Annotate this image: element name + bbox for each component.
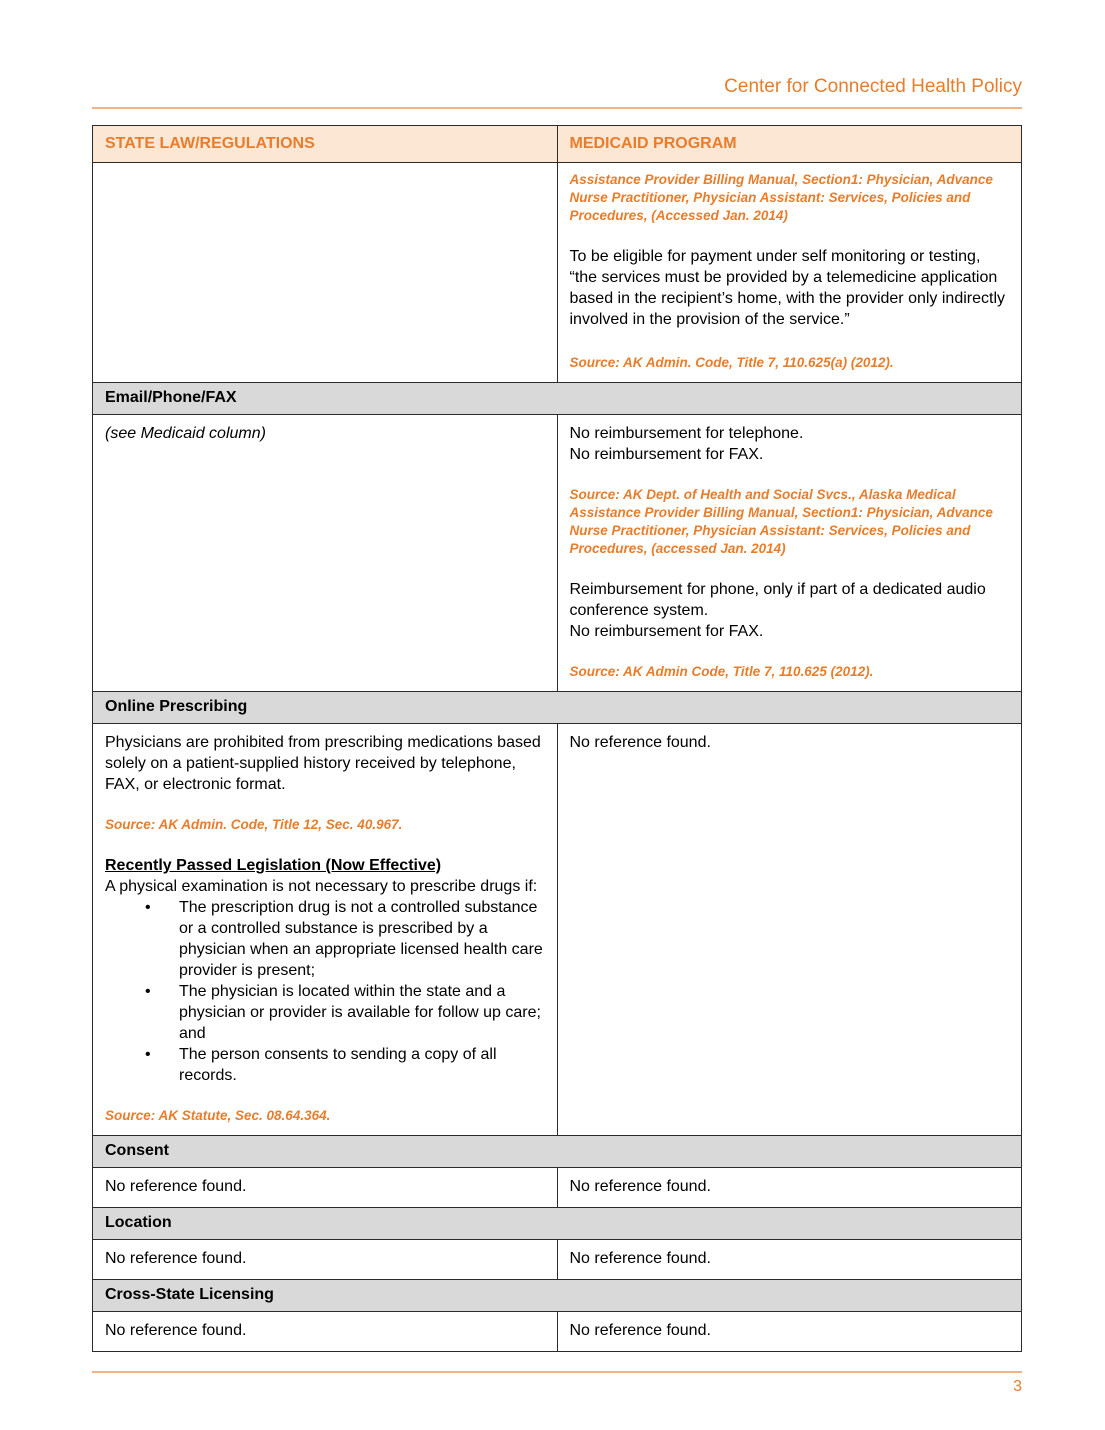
source-citation: Source: AK Statute, Sec. 08.64.364. xyxy=(105,1108,331,1123)
source-citation: Source: AK Admin. Code, Title 7, 110.625(a) (2012). xyxy=(569,355,894,370)
page-number: 3 xyxy=(1013,1378,1022,1395)
section-title: Email/Phone/FAX xyxy=(93,383,1022,415)
body-text: Physicians are prohibited from prescribing medications based solely on a patient-supplied history received by telephone, FAX, or electronic format. xyxy=(105,734,541,793)
consent-medicaid-cell: No reference found. xyxy=(557,1168,1022,1208)
cross-state-medicaid-cell: No reference found. xyxy=(557,1312,1022,1352)
section-header-email-phone-fax xyxy=(93,383,1022,415)
email-state-cell xyxy=(93,415,558,692)
list-item: • The prescription drug is not a controlled substance or a controlled substance is prescribed by a physician when an appropriate licensed health care provider is present; xyxy=(145,897,545,981)
consent-state-cell: No reference found. xyxy=(93,1168,558,1208)
section-header-online-prescribing xyxy=(93,692,1022,724)
page-title: Center for Connected Health Policy xyxy=(724,76,1022,97)
email-medicaid-cell xyxy=(557,415,1022,692)
legislation-heading: Recently Passed Legislation (Now Effective) xyxy=(105,857,442,874)
section-title: Cross-State Licensing xyxy=(93,1280,1022,1312)
column-header-row xyxy=(93,126,1022,163)
cross-state-licensing-row xyxy=(93,1312,1022,1352)
section-header-location xyxy=(93,1208,1022,1240)
list-item: • The person consents to sending a copy of all records. xyxy=(145,1044,545,1086)
see-medicaid-note: (see Medicaid column) xyxy=(105,425,266,442)
body-text: Reimbursement for phone, only if part of a dedicated audio conference system. xyxy=(569,581,986,619)
email-phone-fax-row xyxy=(93,415,1022,692)
online-prescribing-medicaid-cell xyxy=(557,724,1022,1136)
online-prescribing-row xyxy=(93,724,1022,1136)
body-text: No reference found. xyxy=(569,734,711,751)
column-header-state-law: STATE LAW/REGULATIONS xyxy=(93,126,558,163)
location-medicaid-cell: No reference found. xyxy=(557,1240,1022,1280)
body-text: No reimbursement for telephone. xyxy=(569,425,804,442)
conditions-list xyxy=(105,897,545,1086)
policy-table xyxy=(92,125,1022,1352)
location-row xyxy=(93,1240,1022,1280)
source-citation: Assistance Provider Billing Manual, Section1: Physician, Advance Nurse Practitioner, Physician Assistant: Services, Policies and Procedures, (Accessed Jan. 2014) xyxy=(569,172,993,223)
consent-row xyxy=(93,1168,1022,1208)
section-title: Online Prescribing xyxy=(93,692,1022,724)
source-citation: Source: AK Dept. of Health and Social Svcs., Alaska Medical Assistance Provider Billing Manual, Section1: Physician, Advance Nurse Practitioner, Physician Assistant: Services, Policies and Procedures, (accessed Jan. 2014) xyxy=(569,487,993,556)
location-state-cell: No reference found. xyxy=(93,1240,558,1280)
body-text: To be eligible for payment under self monitoring or testing, “the services must be provided by a telemedicine application based in the recipient’s home, with the provider only indirectly involved in the provision of the service.” xyxy=(569,248,1005,328)
section-title: Location xyxy=(93,1208,1022,1240)
document-footer xyxy=(92,1371,1022,1396)
body-text: A physical examination is not necessary to prescribe drugs if: xyxy=(105,878,538,895)
source-citation: Source: AK Admin Code, Title 7, 110.625 (2012). xyxy=(569,664,874,679)
header-rule xyxy=(92,107,1022,109)
billing-state-cell xyxy=(93,163,558,383)
body-text: No reimbursement for FAX. xyxy=(569,623,764,640)
online-prescribing-state-cell xyxy=(93,724,558,1136)
section-header-cross-state-licensing xyxy=(93,1280,1022,1312)
list-item: • The physician is located within the state and a physician or provider is available for follow up care; and xyxy=(145,981,545,1044)
column-header-medicaid: MEDICAID PROGRAM xyxy=(557,126,1022,163)
cross-state-state-cell: No reference found. xyxy=(93,1312,558,1352)
source-citation: Source: AK Admin. Code, Title 12, Sec. 40.967. xyxy=(105,817,403,832)
billing-medicaid-cell xyxy=(557,163,1022,383)
section-header-consent xyxy=(93,1136,1022,1168)
section-title: Consent xyxy=(93,1136,1022,1168)
body-text: No reimbursement for FAX. xyxy=(569,446,764,463)
billing-manual-row xyxy=(93,163,1022,383)
